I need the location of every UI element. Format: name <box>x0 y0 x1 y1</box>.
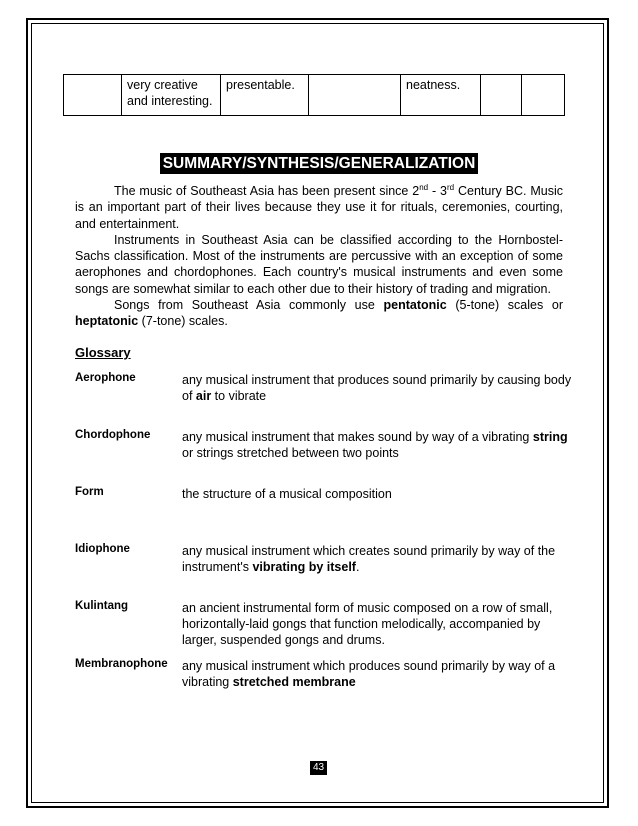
table-cell <box>64 75 122 116</box>
summary-paragraph-2: Instruments in Southeast Asia can be classified according to the Hornbostel-Sachs classification. Most of the instruments are percussive with an exception of some aerophones and chordophones. Each country's musical instruments and even some songs are somewhat similar to each other due to their history of trading and migration. <box>75 232 563 296</box>
bold-term: pentatonic <box>383 298 447 313</box>
text-span: Century BC. Music is an important part of their lives because they use it for rituals, ceremonies, courting, and entertainment. <box>75 184 564 231</box>
summary-paragraph-1 <box>75 183 563 232</box>
glossary-term-form: Form <box>75 486 104 498</box>
text-span: Songs from Southeast Asia commonly use <box>114 298 384 313</box>
text-span: any musical instrument which creates sound primarily by way of the instrument's <box>182 544 556 574</box>
text-span: . <box>355 560 360 574</box>
table-cell: presentable. <box>221 75 309 116</box>
glossary-term-chordophone: Chordophone <box>75 429 151 441</box>
glossary-term-membranophone: Membranophone <box>75 658 168 670</box>
glossary-def-membranophone <box>182 658 572 690</box>
bold-term: stretched membrane <box>232 675 356 689</box>
bold-term: string <box>532 430 568 444</box>
section-heading-wrap <box>0 153 638 174</box>
glossary-term-kulintang: Kulintang <box>75 600 129 612</box>
text-span: (7-tone) scales. <box>138 314 228 329</box>
text-span: (5-tone) scales or <box>446 298 564 313</box>
table-row <box>64 75 565 116</box>
rubric-table <box>63 74 565 116</box>
summary-text <box>75 183 563 330</box>
table-cell <box>309 75 401 116</box>
text-span: any musical instrument that makes sound by way of a vibrating <box>182 430 533 444</box>
glossary-title: Glossary <box>75 345 131 360</box>
text-span: any musical instrument that produces sound primarily by causing body of <box>182 373 572 403</box>
bold-term: heptatonic <box>75 314 139 329</box>
table-cell <box>481 75 522 116</box>
glossary-def-chordophone <box>182 429 572 461</box>
text-span: to vibrate <box>211 389 267 403</box>
section-heading: SUMMARY/SYNTHESIS/GENERALIZATION <box>160 153 479 174</box>
glossary-def-idiophone <box>182 543 572 575</box>
bold-term: vibrating by itself <box>252 560 356 574</box>
text-span: or strings stretched between two points <box>182 446 399 460</box>
glossary-def-form: the structure of a musical composition <box>182 487 392 501</box>
table-cell <box>522 75 565 116</box>
summary-paragraph-3 <box>75 297 563 330</box>
text-span: any musical instrument which produces sound primarily by way of a vibrating <box>182 659 556 689</box>
page-number: 43 <box>310 761 327 775</box>
superscript: nd <box>419 182 429 192</box>
glossary-term-aerophone: Aerophone <box>75 372 136 384</box>
glossary-term-idiophone: Idiophone <box>75 543 130 555</box>
bold-term: air <box>195 389 212 403</box>
superscript: rd <box>447 182 455 192</box>
text-span: The music of Southeast Asia has been present since 2 <box>114 184 420 198</box>
table-cell: neatness. <box>401 75 481 116</box>
table-cell: very creative and interesting. <box>122 75 221 116</box>
text-span: - 3 <box>428 184 447 198</box>
glossary-def-aerophone <box>182 372 572 404</box>
glossary-def-kulintang: an ancient instrumental form of music composed on a row of small, horizontally-laid gongs that function melodically, accompanied by larger, suspended gongs and drums. <box>182 601 553 647</box>
